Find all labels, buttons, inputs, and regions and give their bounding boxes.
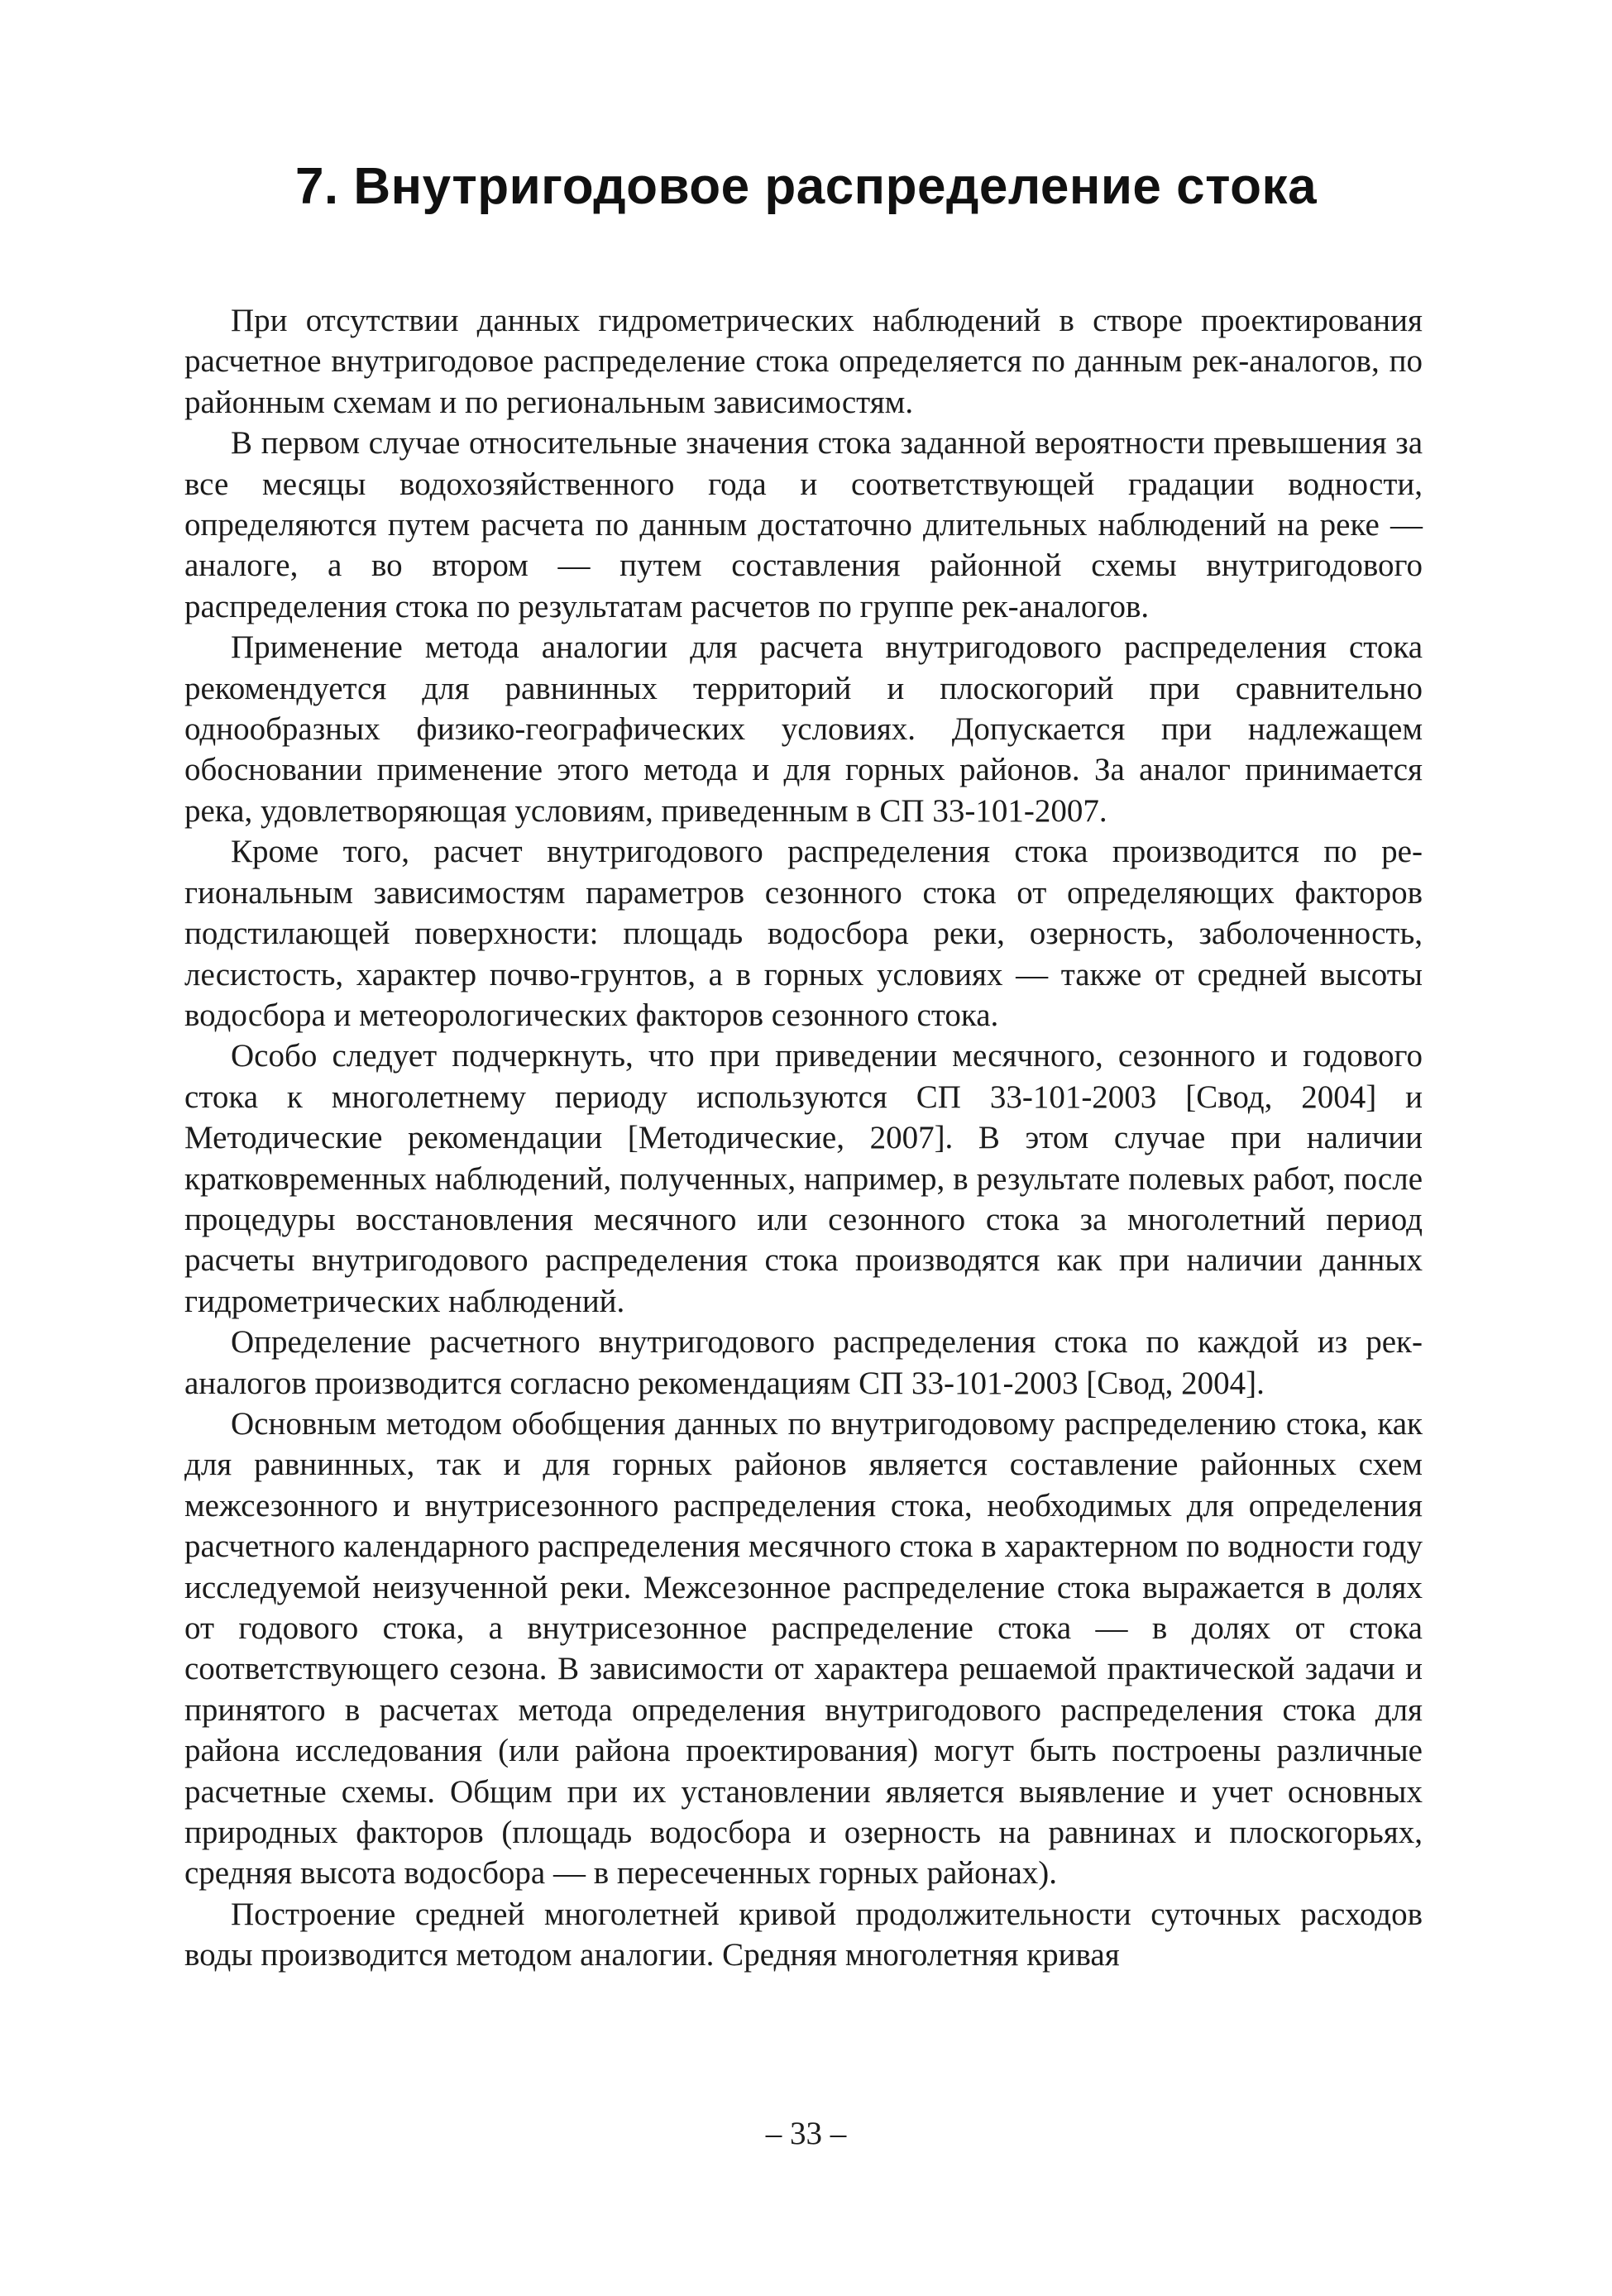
paragraph: Применение метода аналогии для расчета внутригодового распределения стока рекомендуется для равнинных территорий и плоскогорий при сравнительно однообразных физико-географических условиях. Допускается при надлежащем обосновании применение этого метода и для горных районов. За аналог принимается река, удовлетворяющая условиям, приведенным в СП 33-101-2007.: [184, 629, 1423, 829]
paragraph: Особо следует подчеркнуть, что при приведении месячного, сезонного и годового стока к многолетнему периоду используются СП 33-101-2003 [Свод, 2004] и Методические рекомендации [Методические, 2007]. В этом случае при наличии кратковременных наблюдений, полученных, например, в результате полевых работ, после процедуры восстановления месячного или сезонного стока за многолетний период расчеты внутригодового распределения стока производятся как при наличии данных гидрометрических наблюдений.: [184, 1038, 1423, 1319]
body-text: [184, 300, 1423, 1976]
paragraph: Основным методом обобщения данных по внутригодовому распределению стока, как для равнинных, так и для горных районов является составление районных схем межсезонного и внутрисезонного распределения стока, необходимых для определения расчетного календарного распределения месячного стока в характерном по водности году исследуемой неизученной реки. Межсезонное распределение стока выражается в долях от годового стока, а внутрисезонное распределение стока — в долях от стока соответствующего сезона. В зависимости от характера решаемой практической задачи и принятого в расчетах метода определения внутригодового распределения стока для района исследования (или района проектирования) могут быть построены различные расчетные схемы. Общим при их установлении является выявление и учет основных природных факторов (площадь водосбора и озерность на равнинах и плоскогорьях, средняя высота водосбора — в пересеченных горных районах).: [184, 1405, 1423, 1892]
paragraph: Определение расчетного внутригодового распределения стока по каждой из рек-аналогов производится согласно рекомендациям СП 33-101-2003 [Свод, 2004].: [184, 1324, 1423, 1401]
paragraph: В первом случае относительные значения стока заданной вероятности превышения за все месяцы водохозяйственного года и соответствующей градации водности, определяются путем расчета по данным достаточно длительных наблюдений на реке — аналоге, а во втором — путем составления районной схемы внутригодового распределения стока по результатам расчетов по группе рек-аналогов.: [184, 425, 1423, 624]
page-number: – 33 –: [765, 2116, 847, 2151]
chapter-title: 7. Внутригодовое распределение стока: [294, 158, 1318, 215]
paragraph: Кроме того, расчет внутригодового распределения стока производится по региональным зависимостям параметров сезонного стока от определяющих факторов подстилающей поверхности: площадь водосбора реки, озерность, заболоченность, лесистость, характер почво-грунтов, а в горных условиях — также от средней высоты водосбора и метеорологических факторов сезонного стока.: [184, 834, 1423, 1033]
paragraph: Построение средней многолетней кривой продолжительности суточных расходов воды производится методом аналогии. Средняя многолетняя кривая: [184, 1896, 1423, 1973]
paragraph: При отсутствии данных гидрометрических наблюдений в створе проектирования расчетное внутригодовое распределение стока определяется по данным рек-аналогов, по районным схемам и по региональным зависимостям.: [184, 303, 1423, 420]
